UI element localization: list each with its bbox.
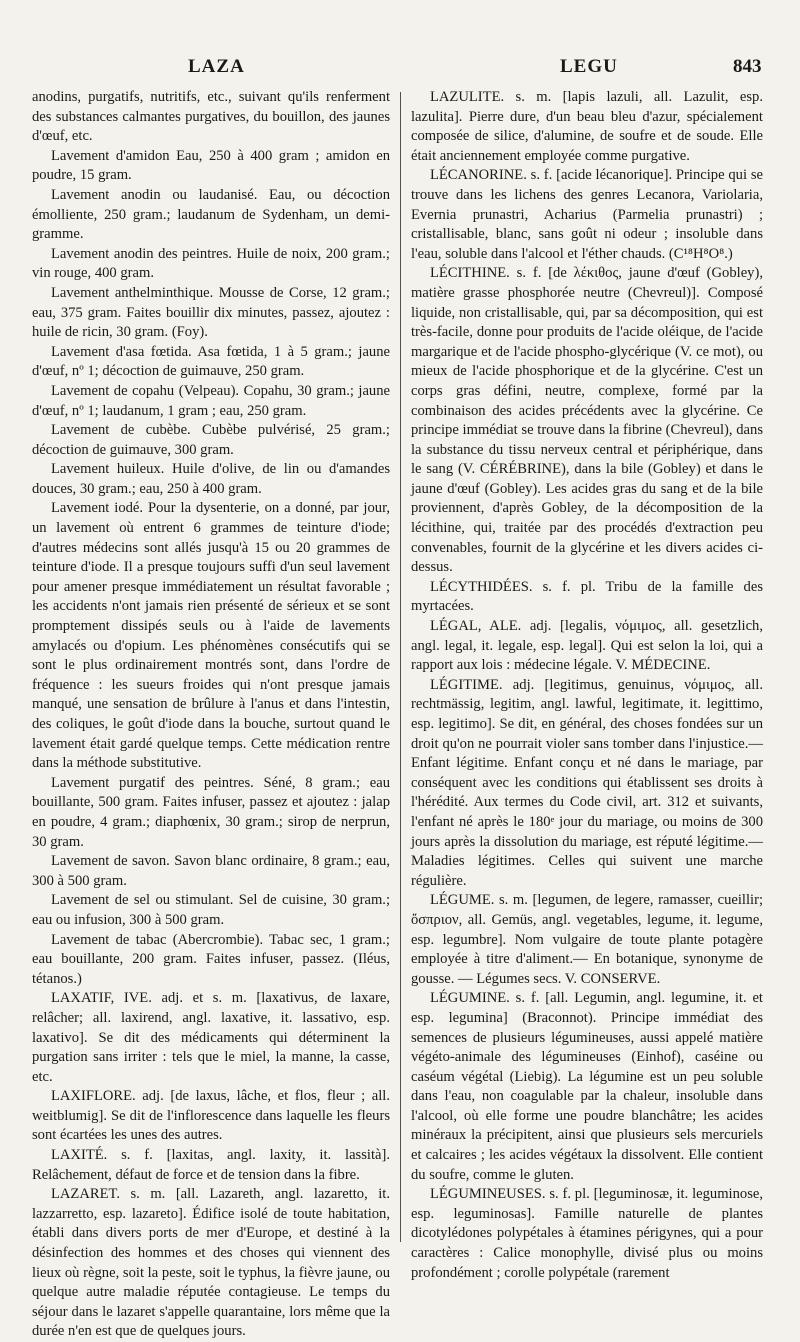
paragraph: Lavement d'asa fœtida. Asa fœtida, 1 à 5 gram.; jaune d'œuf, nº 1; décoction de guimauve, 250 gram. — [32, 343, 390, 380]
dictionary-entry: LAXATIF, IVE. adj. et s. m. [laxativus, de laxare, relâcher; all. laxirend, angl. laxative, it. lassativo, esp. laxativo]. Se dit des médicaments qui déterminent la purgation sans irriter : tels que le miel, la manne, la casse, etc. — [32, 990, 390, 1085]
header-left-guide-word: LAZA — [188, 56, 245, 77]
paragraph: Lavement iodé. Pour la dysenterie, on a donné, par jour, un lavement où entrent 6 grammes de teinture d'iode; d'autres médecins sont allés jusqu'à 15 ou 20 grammes de teinture d'iode. Il a presque toujours suffi d'un seul lavement pour amener presque immédiatement un résultat favorable ; les accidents n'ont jamais rien présenté de sérieux et se sont promptement dissipés seuls ou à l'aide de lavements amylacés ou d'opium. Les phénomènes consécutifs qui se sont le plus ordinairement montrés sont, dans l'ordre de fréquence : les sueurs froides qui n'ont presque jamais manqué, une sensation de brûlure à l'anus et dans l'intestin, des coliques, le goût d'iode dans la bouche, surtout quand le lavement était gardé quelque temps. Cette médication rentre dans la méthode substitutive. — [32, 500, 390, 772]
paragraph: Lavement anodin des peintres. Huile de noix, 200 gram.; vin rouge, 400 gram. — [32, 245, 390, 282]
paragraph: Lavement anthelminthique. Mousse de Corse, 12 gram.; eau, 375 gram. Faites bouillir dix minutes, passez, ajoutez : huile de ricin, 30 gram. (Foy). — [32, 284, 390, 341]
paragraph: Lavement de cubèbe. Cubèbe pulvérisé, 25 gram.; décoction de guimauve, 300 gram. — [32, 422, 390, 458]
paragraph: Lavement d'amidon Eau, 250 à 400 gram ; amidon en poudre, 15 gram. — [32, 147, 390, 184]
dictionary-entry: LÉGITIME. adj. [legitimus, genuinus, νόμιμος, all. rechtmässig, legitim, angl. lawful, legitimate, it. legittimo, esp. legitimo]. Se dit, en général, des choses fondées sur un droit qu'on ne pourrait violer sans tomber dans l'injustice.— Enfant légitime. Enfant conçu et né dans le mariage, par conséquent avec les conditions qui établissent ses droits à l'hérédité. Aux termes du Code civil, art. 312 et suivants, l'enfant né après le 180ᵉ jour du mariage, ou moins de 300 jours après la dissolution du mariage, est réputé légitime.— Maladies légitimes. Celles qui suivent une marche régulière. — [411, 676, 763, 889]
left-column — [32, 88, 390, 1342]
paragraph: Lavement de sel ou stimulant. Sel de cuisine, 30 gram.; eau ou infusion, 300 à 500 gram. — [32, 892, 390, 928]
paragraph: anodins, purgatifs, nutritifs, etc., suivant qu'ils renferment des substances calmantes purgatives, du bouillon, des jaunes d'œuf, etc. — [32, 89, 390, 145]
dictionary-entry: LAXITÉ. s. f. [laxitas, angl. laxity, it. lassità]. Relâchement, défaut de force et de tension dans la fibre. — [32, 1147, 390, 1183]
dictionary-entry: LAZARET. s. m. [all. Lazareth, angl. lazaretto, it. lazzarretto, esp. lazareto]. Édifice isolé de toute habitation, établi dans divers ports de mer d'Europe, et destiné à la désinfection des hommes et des choses qui viennent des lieux où règne, soit la peste, soit le typhus, la fièvre jaune, ou quelque autre maladie réputée contagieuse. Le temps du séjour dans le lazaret s'appelle quarantaine, lors même que la durée n'en est que de quelques jours. — [32, 1186, 390, 1340]
paragraph: Lavement anodin ou laudanisé. Eau, ou décoction émolliente, 250 gram.; laudanum de Sydenham, un demi-gramme. — [32, 186, 390, 243]
paragraph: Lavement huileux. Huile d'olive, de lin ou d'amandes douces, 30 gram.; eau, 250 à 400 gram. — [32, 461, 390, 497]
right-column — [411, 88, 763, 1283]
dictionary-entry: LÉCYTHIDÉES. s. f. pl. Tribu de la famille des myrtacées. — [411, 578, 763, 615]
column-divider — [400, 92, 401, 1242]
dictionary-entry: LAZULITE. s. m. [lapis lazuli, all. Lazulit, esp. lazulita]. Pierre dure, d'un beau bleu d'azur, spécialement composée de silice, d'alumine, de soufre et de soude. Elle était anciennement employée comme purgative. — [411, 89, 763, 164]
running-header — [0, 56, 800, 88]
paragraph: Lavement de savon. Savon blanc ordinaire, 8 gram.; eau, 300 à 500 gram. — [32, 853, 390, 889]
dictionary-entry: LÉCANORINE. s. f. [acide lécanorique]. Principe qui se trouve dans les lichens des genres Lecanora, Variolaria, Evernia prunastri, Acharius (Parmelia prunastri) ; cristallisable, blanc, sans goût ni odeur ; insoluble dans l'eau, soluble dans l'alcool et l'éther chauds. (C¹⁸H⁸O⁸.) — [411, 167, 763, 262]
paragraph: Lavement de copahu (Velpeau). Copahu, 30 gram.; jaune d'œuf, nº 1; laudanum, 1 gram ; eau, 250 gram. — [32, 382, 390, 419]
paragraph: Lavement purgatif des peintres. Séné, 8 gram.; eau bouillante, 500 gram. Faites infuser, passez et ajoutez : jalap en poudre, 4 gram.; diaphœnix, 30 gram.; sirop de nerprun, 30 gram. — [32, 774, 390, 850]
header-right-guide-word: LEGU — [560, 56, 618, 77]
dictionary-entry: LÉGAL, ALE. adj. [legalis, νόμιμος, all. gesetzlich, angl. legal, it. legale, esp. legal]. Qui est selon la loi, qui a rapport aux lois : médecine légale. V. MÉDECINE. — [411, 618, 763, 674]
dictionary-entry: LAXIFLORE. adj. [de laxus, lâche, et flos, fleur ; all. weitblumig]. Se dit de l'inflorescence dans laquelle les fleurs sont écartées les unes des autres. — [32, 1088, 390, 1144]
dictionary-entry: LÉCITHINE. s. f. [de λέκιθος, jaune d'œuf (Gobley), matière grasse phosphorée neutre (Chevreul)]. Composé liquide, non cristallisable, qui, par sa décomposition, qui est très-facile, donne pour produits de l'acide oléique, de l'acide margarique et de l'acide phospho-glycérique (V. ce mot), ou mieux de l'acide phosphorique et de la glycérine. C'est un corps gras défini, neutre, complexe, formé par la combinaison des acides précédents avec la glycérine. Ce principe immédiat se trouve dans la fibrine (Chevreul), dans la substance du tissu nerveux central et périphérique, dans le sang (V. CÉRÉBRINE), dans la bile (Gobley) et dans le jaune d'œuf (Gobley). Les acides gras du sang et de la bile proviennent, d'après Gobley, de la décomposition de la lécithine, qui, traitée par des procédés d'extraction peu convenables, fournit de la glycérine et les divers acides ci-dessus. — [411, 265, 763, 576]
paragraph: Lavement de tabac (Abercrombie). Tabac sec, 1 gram.; eau bouillante, 200 gram. Faites infuser, passez. (Iléus, tétanos.) — [32, 931, 390, 987]
dictionary-entry: LÉGUMINE. s. f. [all. Legumin, angl. legumine, it. et esp. legumina] (Braconnot). Principe immédiat des semences de plusieurs légumineuses, aussi appelé matière végéto-animale des légumineuses (Einhof), caséine ou caséum végétal (Liebig). La légumine est un peu soluble dans l'eau, non coagulable par la chaleur, insoluble dans l'alcool, où elle forme une poudre blanchâtre; les acides minéraux la précipitent, ainsi que plusieurs sels mercuriels et calcaires ; les acides végétaux la dissolvent. Elle contient du soufre, comme le gluten. — [411, 990, 763, 1183]
dictionary-entry: LÉGUME. s. m. [legumen, de legere, ramasser, cueillir; ὄσπριον, all. Gemüs, angl. vegetables, legume, it. legume, esp. legumbre]. Nom vulgaire de toute plante potagère employée à titre d'aliment.— En botanique, synonyme de gousse. — Légumes secs. V. CONSERVE. — [411, 892, 763, 987]
page-number: 843 — [733, 56, 762, 77]
dictionary-entry: LÉGUMINEUSES. s. f. pl. [leguminosæ, it. leguminose, esp. leguminosas]. Famille naturelle de plantes dicotylédones polypétales à étamines périgynes, qui a pour caractères : Calice monophylle, divisé plus ou moins profondément ; corolle polypétale (rarement — [411, 1186, 763, 1281]
